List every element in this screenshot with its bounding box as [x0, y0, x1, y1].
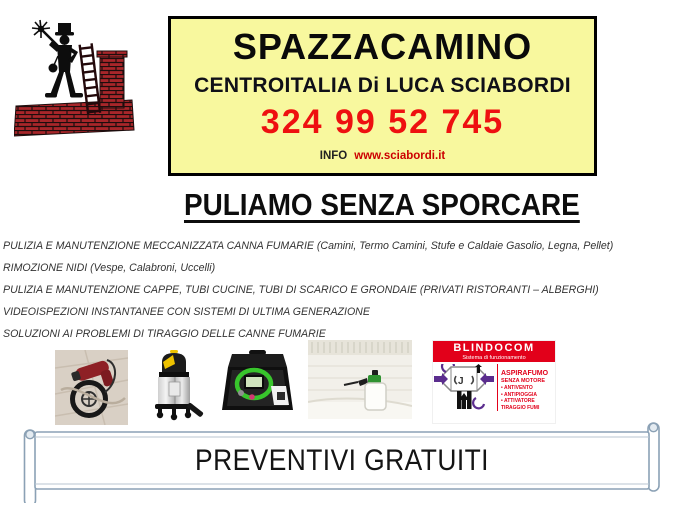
chimney-sweep-logo — [14, 18, 136, 146]
blindocom-bullet: • ANTIVENTO — [501, 385, 533, 391]
website-link[interactable]: www.sciabordi.it — [354, 149, 446, 162]
service-item: VIDEOISPEZIONI INSTANTANEE CON SISTEMI DI ULTIMA GENERAZIONE — [3, 306, 370, 318]
blindocom-header — [433, 341, 555, 362]
info-label: INFO — [319, 149, 348, 162]
phone-number: 324 99 52 745 — [260, 102, 505, 141]
video-inspection-kit-photo — [219, 350, 295, 416]
blindocom-text — [497, 364, 555, 411]
service-item: RIMOZIONE NIDI (Vespe, Calabroni, Uccelli) — [3, 262, 216, 274]
service-item: PULIZIA E MANUTENZIONE CAPPE, TUBI CUCINE, TUBI DI SCARICO E GRONDAIE (PRIVATI RISTORANTI – ALBERGHI) — [3, 284, 599, 296]
vacuum-cleaner-photo — [141, 349, 209, 424]
blindocom-bullet: • ANTIPIOGGIA — [501, 391, 538, 398]
slogan — [32, 187, 700, 223]
blindocom-title: BLINDOCOM — [453, 342, 535, 354]
blindocom-subheading: SENZA MOTORE — [501, 378, 546, 384]
blindocom-subtitle: Sistema di funzionamento — [462, 355, 526, 361]
footer-banner — [35, 432, 649, 489]
footer-banner-text: PREVENTIVI GRATUITI — [195, 444, 489, 477]
company-subtitle: CENTROITALIA Di LUCA SCIABORDI — [194, 73, 571, 97]
sweep-silhouette-icon — [32, 20, 83, 98]
slogan-text: PULIAMO SENZA SPORCARE — [184, 187, 580, 222]
blindocom-card — [432, 340, 556, 424]
header-banner — [168, 16, 597, 176]
chimney-bricks — [100, 56, 124, 108]
blindocom-bullet: • ATTIVATORE TIRAGGIO FUMI — [501, 398, 540, 411]
company-title: SPAZZACAMINO — [232, 26, 533, 67]
blindocom-diagram-icon — [433, 364, 495, 422]
diagram-label: J — [458, 376, 464, 387]
chimney-cleaning-machine-photo — [55, 350, 128, 425]
service-item: SOLUZIONI AI PROBLEMI DI TIRAGGIO DELLE CANNE FUMARIE — [3, 328, 326, 340]
blindocom-heading: ASPIRAFUMO — [501, 370, 549, 377]
service-item: PULIZIA E MANUTENZIONE MECCANIZZATA CANNA FUMARIE (Camini, Termo Camini, Stufe e Caldaie Gasolio, Legna, Pellet) — [3, 240, 614, 252]
services-list — [3, 235, 697, 345]
mattress-sprayer-photo — [308, 340, 412, 419]
info-line — [171, 150, 594, 162]
